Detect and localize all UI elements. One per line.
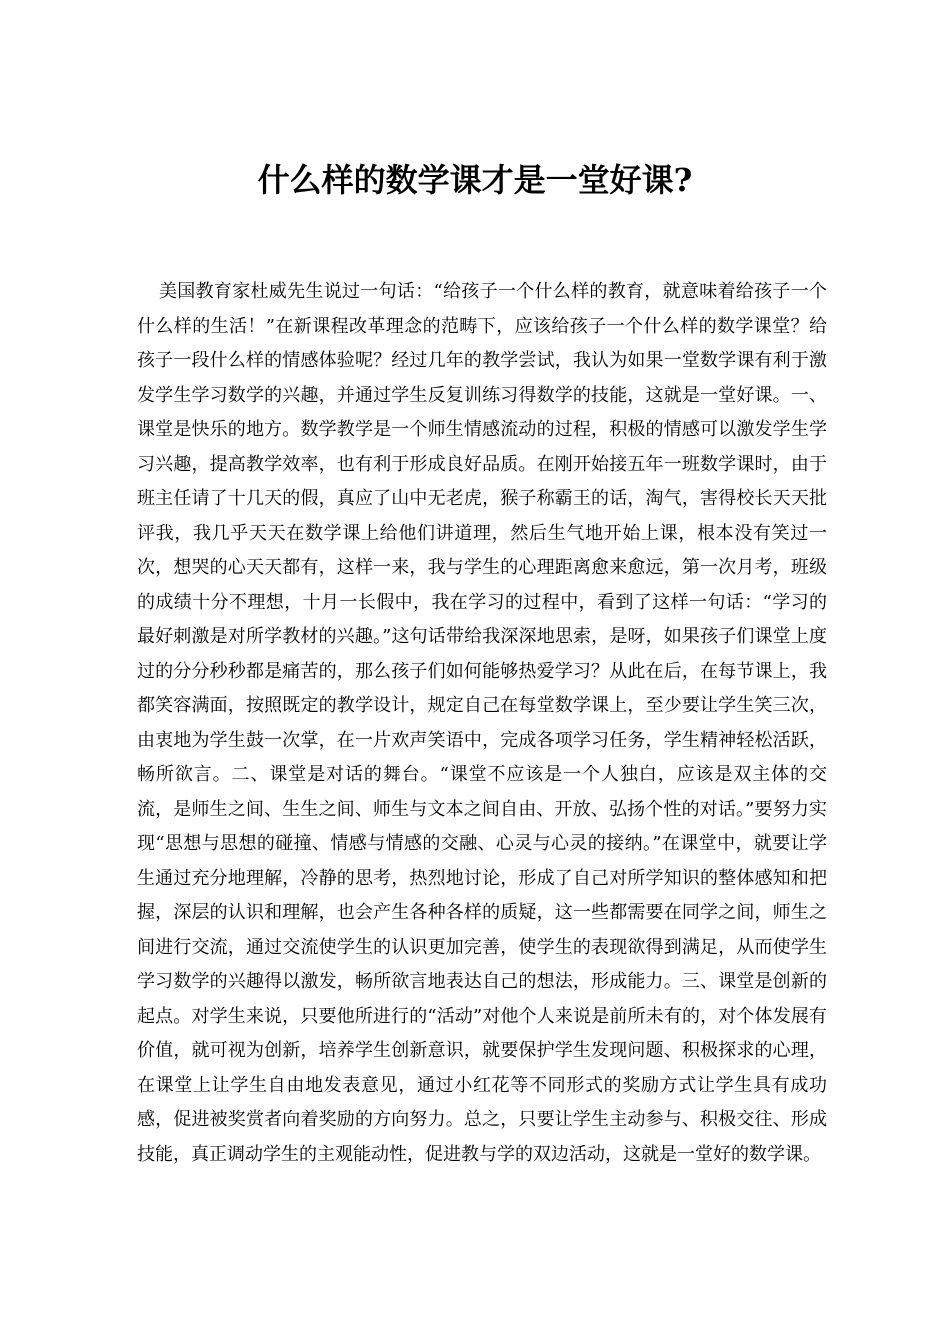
document-title: 什么样的数学课才是一堂好课?: [257, 161, 693, 199]
body-paragraph: 美国教育家杜威先生说过一句话：“给孩子一个什么样的教育，就意味着给孩子一个什么样的生活！”在新课程改革理念的范畴下，应该给孩子一个什么样的数学课堂？给孩子一段什么样的情感体验呢？经过几年的教学尝试，我认为如果一堂数学课有利于激发学生学习数学的兴趣，并通过学生反复训练习得数学的技能，这就是一堂好课。一、课堂是快乐的地方。数学教学是一个师生情感流动的过程，积极的情感可以激发学生学习兴趣，提高教学效率，也有利于形成良好品质。在刚开始接五年一班数学课时，由于班主任请了十几天的假，真应了山中无老虎，猴子称霸王的话，淘气，害得校长天天批评我，我几乎天天在数学课上给他们讲道理，然后生气地开始上课，根本没有笑过一次，想哭的心天天都有，这样一来，我与学生的心理距离愈来愈远，第一次月考，班级的成绩十分不理想，十月一长假中，我在学习的过程中，看到了这样一句话：“学习的最好刺激是对所学教材的兴趣。”这句话带给我深深地思索，是呀，如果孩子们课堂上度过的分分秒秒都是痛苦的，那么孩子们如何能够热爱学习？从此在后，在每节课上，我都笑容满面，按照既定的教学设计，规定自己在每堂数学课上，至少要让学生笑三次，由衷地为学生鼓一次掌，在一片欢声笑语中，完成各项学习任务，学生精神轻松活跃，畅所欲言。二、课堂是对话的舞台。“课堂不应该是一个人独白，应该是双主体的交流，是师生之间、生生之间、师生与文本之间自由、开放、弘扬个性的对话。”要努力实现“思想与思想的碰撞、情感与情感的交融、心灵与心灵的接纳。”在课堂中，就要让学生通过充分地理解，冷静的思考，热烈地讨论，形成了自己对所学知识的整体感知和把握，深层的认识和理解，也会产生各种各样的质疑，这一些都需要在同学之间，师生之间进行交流，通过交流使学生的认识更加完善，使学生的表现欲得到满足，从而使学生学习数学的兴趣得以激发，畅所欲言地表达自己的想法，形成能力。三、课堂是创新的起点。对学生来说，只要他所进行的“活动”对他个人来说是前所未有的，对个体发展有价值，就可视为创新，培养学生创新意识，就要保护学生发现问题、积极探求的心理，在课堂上让学生自由地发表意见，通过小红花等不同形式的奖励方式让学生具有成功感，促进被奖赏者向着奖励的方向努力。总之，只要让学生主动参与、积极交往、形成技能，真正调动学生的主观能动性，促进教与学的双边活动，这就是一堂好的数学课。: [137, 281, 827, 1165]
